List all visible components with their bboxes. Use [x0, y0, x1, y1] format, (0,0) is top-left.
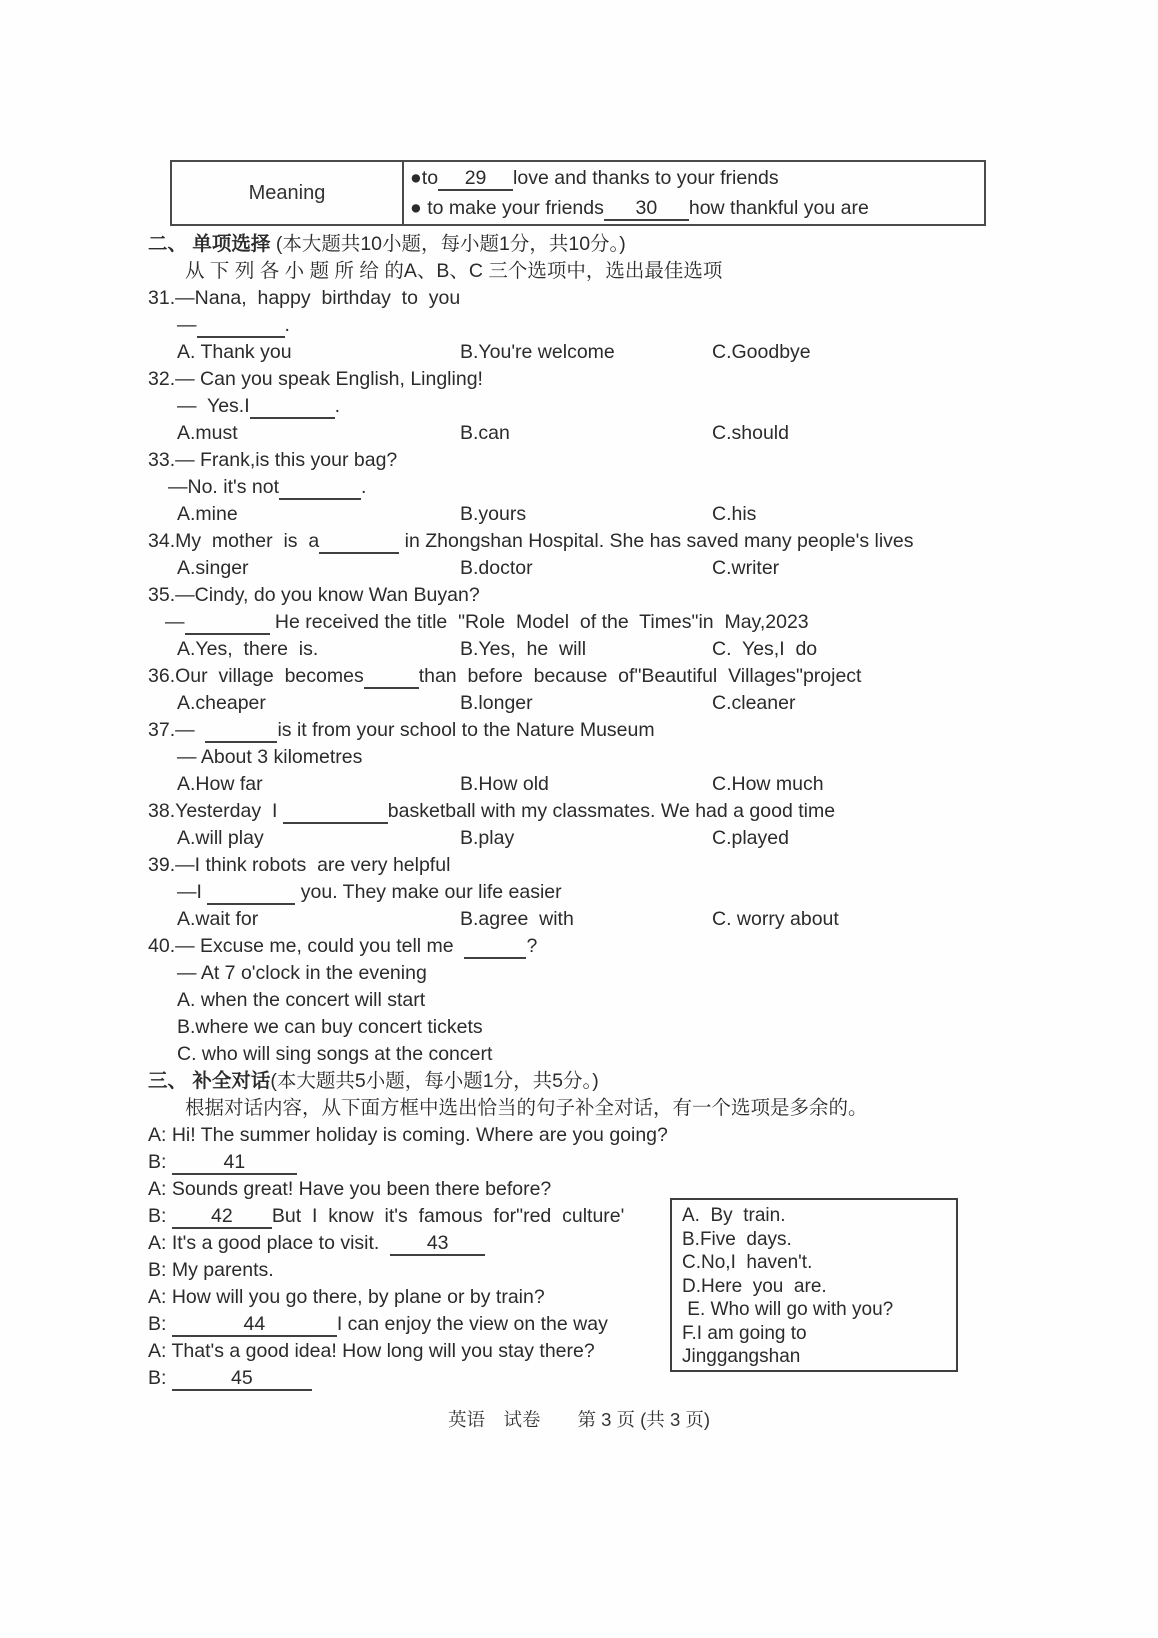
q31-stem-text-0: 31.—Nana, happy birthday to you — [148, 287, 461, 309]
q34-stem-text-0: 34.My mother is a — [148, 530, 320, 552]
sec3-instruction — [185, 1095, 1158, 1122]
q37-stem-text-2: is it from your school to the Nature Museum — [277, 719, 655, 741]
q40-option-a-text-0: A. when the concert will start — [177, 989, 426, 1011]
meaning-point-2-text-2: how thankful you are — [688, 197, 869, 219]
dialogue-b2-blank: 42 — [172, 1206, 272, 1229]
q38-stem — [148, 798, 1158, 825]
q34-options — [177, 555, 1158, 582]
q36-stem-blank — [364, 666, 419, 689]
q38-option-a: A.will play — [177, 827, 264, 849]
q40-answer-line-text-0: — At 7 o'clock in the evening — [177, 962, 427, 984]
q38-option-c: C.played — [712, 827, 789, 849]
sec3-heading-text-0: 三、 补全对话 — [148, 1070, 271, 1092]
dialogue-b1 — [148, 1149, 1158, 1176]
q35-answer-line-text-0: — — [165, 611, 185, 633]
q33-answer-line — [168, 474, 1158, 501]
q34-option-c: C.writer — [712, 557, 780, 579]
q39-stem-text-0: 39.—I think robots are very helpful — [148, 854, 451, 876]
q34-option-a: A.singer — [177, 557, 249, 579]
choice-c: C.No,I haven't. — [682, 1252, 813, 1273]
meaning-point-1-text-2: love and thanks to your friends — [513, 167, 779, 189]
q36-option-a: A.cheaper — [177, 692, 266, 714]
q40-option-b-text-0: B.where we can buy concert tickets — [177, 1016, 483, 1038]
q33-options — [177, 501, 1158, 528]
q35-option-c: C. Yes,I do — [712, 638, 818, 660]
meaning-point-1-blank: 29 — [438, 168, 513, 191]
q31-answer-line — [177, 312, 1158, 339]
dialogue-b2-text-0: B: — [148, 1205, 172, 1227]
dialogue-a5-text-0: A: That's a good idea! How long will you stay there? — [148, 1340, 595, 1362]
q38-option-b: B.play — [460, 827, 515, 849]
q32-option-a: A.must — [177, 422, 238, 444]
q40-option-c — [177, 1041, 1158, 1068]
dialogue-b5-blank: 45 — [172, 1368, 312, 1391]
q34-option-b: B.doctor — [460, 557, 533, 579]
page-footer: 英语 试卷 第 3 页 (共 3 页) — [447, 1409, 711, 1430]
dialogue-a5 — [148, 1338, 1158, 1365]
q32-answer-line-blank — [250, 396, 335, 419]
dialogue-a2 — [148, 1176, 1158, 1203]
q33-option-a: A.mine — [177, 503, 238, 525]
q40-option-b — [177, 1014, 1158, 1041]
q40-option-c-text-0: C. who will sing songs at the concert — [177, 1043, 493, 1065]
sec3-instruction-text-0: 根据对话内容，从下面方框中选出恰当的句子补全对话，有一个选项是多余的。 — [185, 1097, 868, 1119]
sec2-instruction-text-0: 从 下 列 各 小 题 所 给 的A、B、C 三个选项中，选出最佳选项 — [185, 260, 723, 282]
dialogue-b3-text-0: B: My parents. — [148, 1259, 274, 1281]
q31-stem — [148, 285, 1158, 312]
q37-option-a: A.How far — [177, 773, 263, 795]
q39-option-b: B.agree with — [460, 908, 574, 930]
q37-stem-blank — [205, 720, 277, 743]
meaning-content-lines — [410, 163, 978, 223]
q39-answer-line-text-0: —I — [177, 881, 208, 903]
q33-option-c: C.his — [712, 503, 757, 525]
meaning-table-row — [171, 161, 985, 225]
q39-option-a: A.wait for — [177, 908, 259, 930]
q31-options — [177, 339, 1158, 366]
q32-stem-text-0: 32.— Can you speak English, Lingling! — [148, 368, 483, 390]
q38-stem-text-2: basketball with my classmates. We had a good time — [387, 800, 836, 822]
q31-option-b: B.You're welcome — [460, 341, 615, 363]
q37-option-b: B.How old — [460, 773, 549, 795]
q32-answer-line-text-2: . — [334, 395, 341, 417]
q35-answer-line — [165, 609, 1158, 636]
q37-option-c: C.How much — [712, 773, 824, 795]
choice-e: E. Who will go with you? — [682, 1299, 894, 1320]
meaning-content-cell — [403, 161, 985, 225]
q33-stem — [148, 447, 1158, 474]
dialogue-b4-blank: 44 — [172, 1314, 337, 1337]
q39-option-c: C. worry about — [712, 908, 839, 930]
q35-options — [177, 636, 1158, 663]
dialogue-b2 — [148, 1203, 1158, 1230]
q38-stem-blank — [283, 801, 388, 824]
dialogue-a1 — [148, 1122, 1158, 1149]
dialogue-b4 — [148, 1311, 1158, 1338]
q32-answer-line — [177, 393, 1158, 420]
dialogue-b4-text-2: I can enjoy the view on the way — [336, 1313, 608, 1335]
q39-stem — [148, 852, 1158, 879]
q36-stem-text-0: 36.Our village becomes — [148, 665, 364, 687]
exam-body — [0, 231, 1158, 1392]
dialogue-b4-text-0: B: — [148, 1313, 172, 1335]
dialogue-a4-text-0: A: How will you go there, by plane or by train? — [148, 1286, 545, 1308]
sec2-heading — [148, 231, 1158, 258]
sec3-heading-text-1: (本大题共5小题，每小题1分，共5分。) — [270, 1070, 599, 1092]
q31-answer-line-blank — [197, 315, 285, 338]
q36-option-c: C.cleaner — [712, 692, 796, 714]
q33-answer-line-text-0: —No. it's not — [168, 476, 280, 498]
meaning-table — [170, 160, 986, 226]
q31-option-c: C.Goodbye — [712, 341, 811, 363]
q32-options — [177, 420, 1158, 447]
sec2-heading-text-0: 二、 单项选择 — [148, 233, 276, 255]
q32-answer-line-text-0: — Yes.I — [177, 395, 250, 417]
q35-answer-line-text-2: He received the title "Role Model of the Times"in May,2023 — [269, 611, 809, 633]
dialogue-a3-text-0: A: It's a good place to visit. — [148, 1232, 391, 1254]
dialogue-b3 — [148, 1257, 1158, 1284]
q32-option-c: C.should — [712, 422, 789, 444]
sec2-heading-text-1: (本大题共10小题，每小题1分，共10分。) — [275, 233, 626, 255]
q35-option-a: A.Yes, there is. — [177, 638, 319, 660]
q39-answer-line-text-2: you. They make our life easier — [295, 881, 562, 903]
q31-answer-line-text-2: . — [284, 314, 290, 336]
q34-stem-text-2: in Zhongshan Hospital. She has saved many people's lives — [399, 530, 914, 552]
meaning-point-1-text-0: ●to — [410, 167, 439, 189]
q39-answer-line — [177, 879, 1158, 906]
choice-a: A. By train. — [682, 1205, 786, 1226]
dialogue-a3 — [148, 1230, 1158, 1257]
q32-option-b: B.can — [460, 422, 510, 444]
q40-stem-blank — [464, 936, 526, 959]
q39-options — [177, 906, 1158, 933]
meaning-point-2 — [410, 193, 978, 223]
q35-stem-text-0: 35.—Cindy, do you know Wan Buyan? — [148, 584, 480, 606]
q37-stem — [148, 717, 1158, 744]
meaning-point-1 — [410, 163, 978, 193]
q33-stem-text-0: 33.— Frank,is this your bag? — [148, 449, 398, 471]
q31-answer-line-text-0: — — [177, 314, 197, 336]
choice-f-cont: Jinggangshan — [682, 1346, 801, 1367]
q40-stem-text-2: ? — [526, 935, 538, 957]
dialogue-choice-list — [682, 1204, 946, 1369]
q35-stem — [148, 582, 1158, 609]
q35-option-b: B.Yes, he will — [460, 638, 587, 660]
q36-option-b: B.longer — [460, 692, 533, 714]
meaning-point-2-text-0: ● to make your friends — [410, 197, 604, 219]
dialogue-a1-text-0: A: Hi! The summer holiday is coming. Where are you going? — [148, 1124, 668, 1146]
sec3-heading — [148, 1068, 1158, 1095]
q40-stem — [148, 933, 1158, 960]
q38-options — [177, 825, 1158, 852]
dialogue-b5-text-0: B: — [148, 1367, 172, 1389]
dialogue-a3-blank: 43 — [390, 1233, 485, 1256]
q32-stem — [148, 366, 1158, 393]
q35-answer-line-blank — [185, 612, 270, 635]
q36-options — [177, 690, 1158, 717]
q33-option-b: B.yours — [460, 503, 527, 525]
dialogue-b5 — [148, 1365, 1158, 1392]
q37-options — [177, 771, 1158, 798]
q40-stem-text-0: 40.— Excuse me, could you tell me — [148, 935, 465, 957]
dialogue-b2-text-2: But I know it's famous for"red culture' — [271, 1205, 625, 1227]
q33-answer-line-blank — [279, 477, 361, 500]
sec2-instruction — [185, 258, 1158, 285]
meaning-point-2-blank: 30 — [604, 198, 689, 221]
q34-stem — [148, 528, 1158, 555]
dialogue-a4 — [148, 1284, 1158, 1311]
q39-answer-line-blank — [207, 882, 295, 905]
q40-option-a — [177, 987, 1158, 1014]
q37-stem-text-0: 37.— — [148, 719, 206, 741]
q31-option-a: A. Thank you — [177, 341, 292, 363]
choice-f: F.I am going to — [682, 1322, 807, 1344]
q34-stem-blank — [319, 531, 399, 554]
q38-stem-text-0: 38.Yesterday I — [148, 800, 283, 822]
q36-stem-text-2: than before because of"Beautiful Villages"project — [418, 665, 862, 687]
q33-answer-line-text-2: . — [361, 476, 367, 498]
q36-stem — [148, 663, 1158, 690]
q40-answer-line — [177, 960, 1158, 987]
q37-answer-line-text-0: — About 3 kilometres — [177, 746, 363, 768]
q37-answer-line — [177, 744, 1158, 771]
meaning-label: Meaning — [171, 161, 403, 225]
dialogue-b1-text-0: B: — [148, 1151, 172, 1173]
dialogue-b1-blank: 41 — [172, 1152, 297, 1175]
choice-b: B.Five days. — [682, 1228, 792, 1250]
dialogue-choice-box — [670, 1198, 958, 1372]
choice-d: D.Here you are. — [682, 1275, 827, 1297]
dialogue-a2-text-0: A: Sounds great! Have you been there before? — [148, 1178, 552, 1200]
